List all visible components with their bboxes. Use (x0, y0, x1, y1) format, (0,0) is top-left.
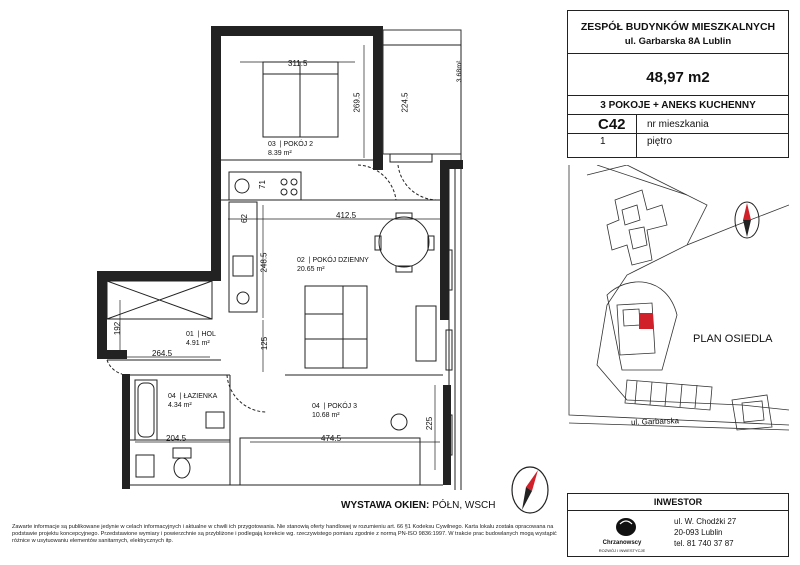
apartment-area: 48,97 m2 (646, 69, 710, 86)
dim-412-5: 412.5 (336, 211, 357, 220)
dim-225: 225 (425, 416, 435, 431)
room-label-lazienka: 04 | ŁAZIENKA 4.34 m² (168, 393, 218, 409)
investor-title: INWESTOR (653, 497, 703, 507)
room-label-hol: 01 | HOL 4.91 m² (186, 331, 216, 347)
investor-logo-sub: ROZWÓJ I INWESTYCJE (598, 548, 646, 553)
compass-icon (733, 200, 761, 240)
dim-224-5: 224.5 (400, 92, 410, 113)
apartment-info-panel (567, 10, 789, 158)
investor-logo-icon (606, 514, 646, 540)
dim-71: 71 (257, 180, 267, 189)
investor-logo-name: Chrzanowscy (602, 540, 642, 546)
dim-62: 62 (239, 214, 249, 223)
dim-balcony-area: 3.68m² (456, 60, 464, 83)
investor-phone: tel. 81 740 37 87 (674, 539, 734, 548)
investor-address-1: ul. W. Chodźki 27 (674, 517, 737, 526)
room-label-pokoj-3: 04 | POKÓJ 3 10.68 m² (312, 403, 358, 419)
dim-269-5: 269.5 (352, 92, 362, 113)
site-plan-label: PLAN OSIEDLA (693, 333, 773, 345)
unit-code: C42 (598, 116, 626, 133)
dim-474-5: 474.5 (321, 434, 342, 443)
street-label: ul. Garbarska (630, 416, 680, 427)
investor-address-2: 20-093 Lublin (674, 528, 723, 537)
disclaimer-text: Zawarte informacje są publikowane jedynie w celach informacyjnych i aktualne w chwili ich przygotowania. Nie stanowią oferty handlowej w rozumieniu art. 66 §1 Kodeksu Cywilnego. Karta lokalu została opracowana na podstawie projektu koncepcyjnego. Przedstawione wymiary i powierzchnie są przybliżone i podlegają korekcie wg. rzeczywistego pomiaru zgodnie z normą PN-ISO 9836:1997. W trakcie prac budowlanych mogą wystąpić różnice w usytuowaniu elementów sanitarnych, elektrycznych itp. (12, 524, 557, 545)
investor-box (567, 493, 789, 557)
room-label-pokoj-2: 03 | POKÓJ 2 8.39 m² (268, 141, 314, 157)
project-address: ul. Garbarska 8A Lublin (624, 36, 732, 47)
dim-125: 125 (260, 336, 270, 351)
dim-311-5: 311.5 (288, 59, 308, 68)
dim-248-5: 248.5 (259, 252, 269, 273)
north-arrow-icon (510, 465, 550, 515)
window-exposure: WYSTAWA OKIEN: PÓŁN, WSCH (341, 500, 496, 511)
dim-264-5: 264.5 (152, 349, 173, 358)
floor-label: piętro (647, 136, 673, 147)
project-title: ZESPÓŁ BUDYNKÓW MIESZKALNYCH (580, 21, 776, 33)
room-label-pokoj-dzienny: 02 | POKÓJ DZIENNY 20.65 m² (297, 257, 369, 273)
unit-label: nr mieszkania (647, 119, 709, 130)
dim-204-5: 204.5 (166, 434, 187, 443)
room-count: 3 POKOJE + ANEKS KUCHENNY (600, 100, 756, 111)
floor-value: 1 (600, 136, 606, 147)
dim-192: 192 (113, 321, 123, 336)
